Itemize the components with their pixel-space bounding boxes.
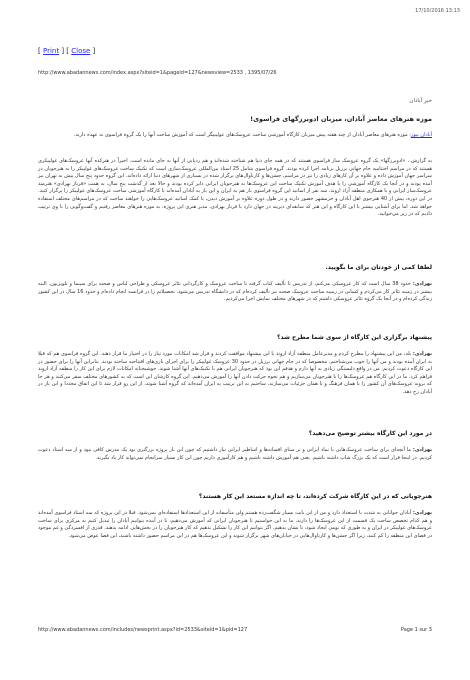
answer-2-text: بله، من این پیشنهاد را مطرح کردم و مدیرعامل منطقه آزاد اروند با این پیشنهاد موافقت کردند و قرار شد امکانات مورد نیاز را در اختیار ما قرار دهند. این گروه فراسوی هم که قبلا به ایران آمده بودند و من آنها را خوب می‌شناختم، مخصوصا که در جام جهانی برزیل در حدود 30 عروسک غولپیکر را برای اجرای بازی‌های افتتاحیه ساخته بودند. بنابراین آنها را برای حضور در این کارگاه دعوت کردیم. من در واقع دلبستگی زیادی به آنها دارم و هدفم این بود که هنرجویان ایرانی هم با تکنیک‌های آنها آشنا شوند. خوشبختانه امکانات لازم برای این کار را منطقه آزاد اروند فراهم کرد. ما در این کارگاه هم عروسک‌ها را با هنرجویان می‌سازیم و هم نحوه حرکت دادن آنها را آموزش می‌دهیم. این گروه کارشان این است که به کشورهای مختلف سفر می‌کنند و هر جا که بروند عروسک‌های آن کشور را با همان فرهنگ و با همان جزئیات می‌سازند، ساختیم به این ترتیب به ایران آمده‌اند که گروه آشنا شوند، از این رو قرار شد تا این اتفاق مجددا و این بار در آبادان رخ دهد. <box>38 351 432 395</box>
bracket-close: ] <box>92 47 96 55</box>
bracket-open: [ <box>38 47 41 55</box>
breadcrumb: خبر آبادان <box>409 98 432 104</box>
answer-1-text: حدود 38 سال است که کار عروسکی می‌کنم، از تدریس تا تألیف کتاب گرفته تا ساخت عروسک و کارگردانی تئاتر عروسکی و طراحی لباس و صحنه برای سینما و تلویزیون. البته بیشتر در زمینه تئاتر کار می‌کردم و کسانی در زمینه ساخت عروسک صحنه نیز تألیف کرده‌ام که در دانشگاه تدریس می‌شود. تحصیلاتم را در فرانسه انجام داده‌ام و حدود 16 سال در این کشور زندگی کرده‌ام و در آنجا یک گروه تئاتر عروسکی داشتم که در شهرهای مختلف نمایش اجرا می‌کردیم. <box>38 281 432 303</box>
answer-2 <box>38 351 432 397</box>
article-paragraph-1 <box>38 158 432 219</box>
answer-4 <box>38 510 432 540</box>
bracket-sep: ] [ <box>61 47 69 55</box>
close-link[interactable]: Close <box>71 47 91 55</box>
paragraph-1-text: به گزارش ، «ادوبرزگها» یک گروه عروسک ساز فراسوی هستند که در همه جای دنیا هم شناخته شده‌اند و هم ردپایی از آنها به جای مانده است. اخیراً در هنرکده آنها عروسک‌های غولپیکری هستند که در مراسم اختتامیه جام جهانی برزیل برنامه اجرا کرده بودند. گروه فراسوی شامل 25 استاد بین‌المللی عروسک‌سازی است که تکنیک ساخت عروسک‌های غولپیکر را به هنرجویان در سراسر جهان آموزش داده و علاوه بر آن کارهای زیادی را نیز در مراسم، جشن‌ها و کارناوال‌های برگزار شده در بسیاری از شهرهای دنیا ارائه داده‌اند. این گروه حدود پنج سال پیش به تهران نیز آمده بودند و در آنجا یک کارگاه آموزشی را با هدف آموزش تکنیک ساخت این عروسک‌ها به هنرجویان ایرانی دایر کرده بودند و حالا بعد از گذشت پنج سال، به همت «فرناز بهزادی» هنرمند عروسک‌ساز ایرانی و با همکاری منطقه آزاد اروند، سه نفر از اساتید این گروه فراسوی باز هم به ایران و این بار به آبادان آمده‌اند تا کارگاه آموزشی ساخت عروسک‌های غولپیکر را برگزار کنند. در این دوره، بیش از 40 هنرجوی اهل آبادان و خرمشهر حضور دارند و در طول دوره علاوه بر آموزش دیدن، با کمک اساتید عروسک‌هایی را خواهند ساخت که در مراسم‌های مختلف استفاده خواهد شد. اما برای آشنایی بیشتر با این کارگاه و این هنر که سابقه‌ای دیرینه در جهان دارد با فرناز بهزادی، مدیر هنری این پروژه، به موزه هنرهای معاصر رفتیم و گفت‌وگویی را با وی ترتیب دادیم که در زیر می‌خوانید. <box>38 158 432 218</box>
speaker-name: بهزادی: <box>412 447 432 453</box>
question-1: لطفا کمی از خودتان برای ما بگویید. <box>325 264 432 271</box>
answer-3 <box>38 447 432 462</box>
print-datetime: 17/10/2016 13:13 <box>415 8 460 14</box>
answer-1 <box>38 281 432 304</box>
question-3: در مورد این کارگاه بیشتر توضیح می‌دهید؟ <box>308 430 432 437</box>
article-intro <box>38 132 432 140</box>
answer-3-text: ما آنچه‌ای برای ساخت عروسک‌هایی با نماد ایرانی و بر مبنای افسانه‌ها و اساطیر ایرانی نیاز داشتیم که چون این بار پروژه بزرگتری بود یک مدرس کافی نبود و از سه استاد دعوت کردیم. در اینجا قرار است که یک بزرگ شاپ داشته باشیم. یعنی هم آموزش داشته باشیم و هم کارآموزی داریم چون این کار بسیار سرانجام نمی‌تواند کار یاد بگیرند. <box>38 447 432 461</box>
question-4: هنرجویانی که در این کارگاه شرکت کرده‌اند، تا چه اندازه مستعد این کار هستند؟ <box>198 493 432 500</box>
print-link[interactable]: Print <box>42 47 60 55</box>
page-url: http://www.abadannews.com/index.aspx?siteid=1&pageid=127&newsview=2533 , 1395/07/26 <box>38 70 277 76</box>
question-2: پیشنهاد برگزاری این کارگاه از سوی شما مطرح شد؟ <box>277 334 432 341</box>
page-number: Page 1 sur 3 <box>400 627 432 633</box>
answer-4-text: آبادان جوانانی به شدت با استعداد دارد و من از این بابت بسیار شگفت‌زده هستم ولی متأسفانه از این استعدادها استفاده‌ای نمی‌شود. قبلا در این پروژه که سه استاد فراسوی آمده‌اند و هم کدام تخصص ساخت یک قسمت از این عروسک‌ها را دارند، ما به این خواستیم تا هنرجویان ایرانی که آموزش می‌دهیم، تا در آینده بتوانیم آبادان را تبدیل کنیم به مرکزی برای ساخت عروسک‌های غولپیکر در ایران و به طوری که بومی ایجاد شود، تا نشان بدهیم. اگر بتوانیم این کار را تشکیل بدهیم که کار هنرجویان را در بخش‌هایی ادامه بدهند. قدری از افسردگی و غم موجود در فضای این منطقه را کم کنند، زیرا اگر جشن‌ها و کارناوال‌هایی در خیابان‌های شهر برگزار شوند و این عروسک‌ها هم در این مراسم حضور داشته باشند، این فضا عوض می‌شود. <box>38 510 432 539</box>
speaker-name: بهزادی: <box>412 510 432 516</box>
speaker-name: بهزادی: <box>412 281 432 287</box>
footer-url: http://www.abadannews.com/includes/newsprint.aspx?id=2533&siteid=1&pid=127 <box>38 627 248 633</box>
source-link[interactable]: آبادان نیوز <box>410 132 432 138</box>
print-toolbar <box>38 47 95 55</box>
intro-text: : موزه هنرهای معاصر آبادان از چند هفته پیش میزبان کارگاه آموزشی ساخت عروسک‌های عولیبیگر است که آموزش ساخت آنها را یک گروه فراسوی به عهده دارند. <box>73 132 411 138</box>
speaker-name: بهزادی: <box>412 351 432 357</box>
article-title: موزه هنرهای معاصر آبادان، میزبان ادوبرزگهای فراسوی! <box>250 115 432 123</box>
